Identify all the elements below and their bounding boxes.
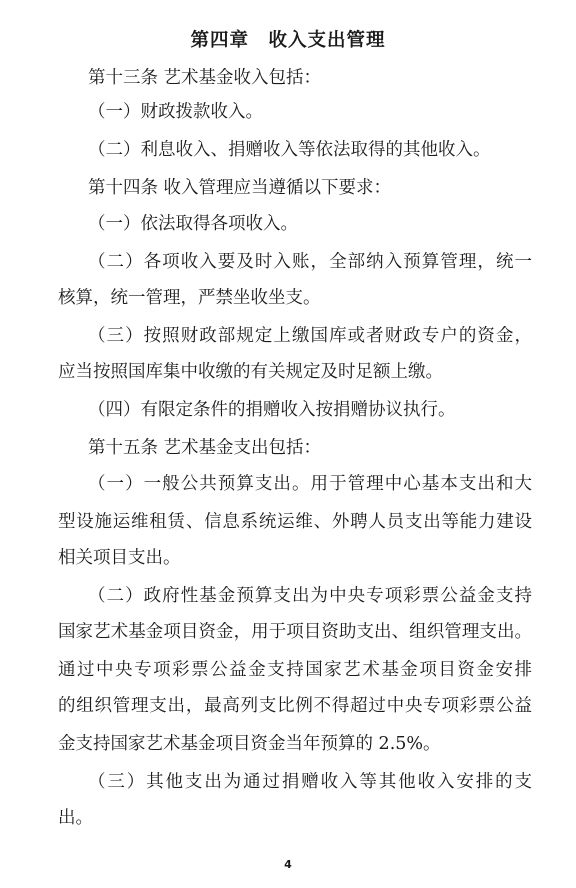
paragraph-line: （二）各项收入要及时入账，全部纳入预算管理，统一 <box>88 252 532 272</box>
paragraph-line: 金支持国家艺术基金项目资金当年预算的 2.5%。 <box>58 734 441 754</box>
paragraph-line: 核算，统一管理，严禁坐收坐支。 <box>58 288 321 308</box>
paragraph-line: 型设施运维租赁、信息系统运维、外聘人员支出等能力建设 <box>58 512 532 532</box>
paragraph-line: 第十五条 艺术基金支出包括： <box>88 438 322 458</box>
paragraph-line: 的组织管理支出，最高列支比例不得超过中央专项彩票公益 <box>58 696 532 716</box>
paragraph-line: 应当按照国库集中收缴的有关规定及时足额上缴。 <box>58 362 443 382</box>
chapter-title: 第四章 收入支出管理 <box>190 30 386 51</box>
paragraph-line: 国家艺术基金项目资金，用于项目资助支出、组织管理支出。 <box>58 622 532 642</box>
paragraph-line: 第十四条 收入管理应当遵循以下要求： <box>88 178 392 198</box>
paragraph-line: （二）政府性基金预算支出为中央专项彩票公益金支持 <box>88 586 532 606</box>
paragraph-line: 相关项目支出。 <box>58 548 181 568</box>
paragraph-line: （四）有限定条件的捐赠收入按捐赠协议执行。 <box>88 400 456 420</box>
paragraph-line: 第十三条 艺术基金收入包括： <box>88 68 322 88</box>
paragraph-line: （三）按照财政部规定上缴国库或者财政专户的资金， <box>88 326 532 346</box>
paragraph-line: （三）其他支出为通过捐赠收入等其他收入安排的支 <box>88 772 532 792</box>
paragraph-line: 通过中央专项彩票公益金支持国家艺术基金项目资金安排 <box>58 660 532 680</box>
paragraph-line: （二）利息收入、捐赠收入等依法取得的其他收入。 <box>88 140 491 160</box>
page-number: 4 <box>284 858 292 871</box>
paragraph-line: （一）财政拨款收入。 <box>88 102 263 122</box>
paragraph-line: （一）一般公共预算支出。用于管理中心基本支出和大 <box>88 474 532 494</box>
paragraph-line: 出。 <box>58 808 93 828</box>
paragraph-line: （一）依法取得各项收入。 <box>88 214 298 234</box>
